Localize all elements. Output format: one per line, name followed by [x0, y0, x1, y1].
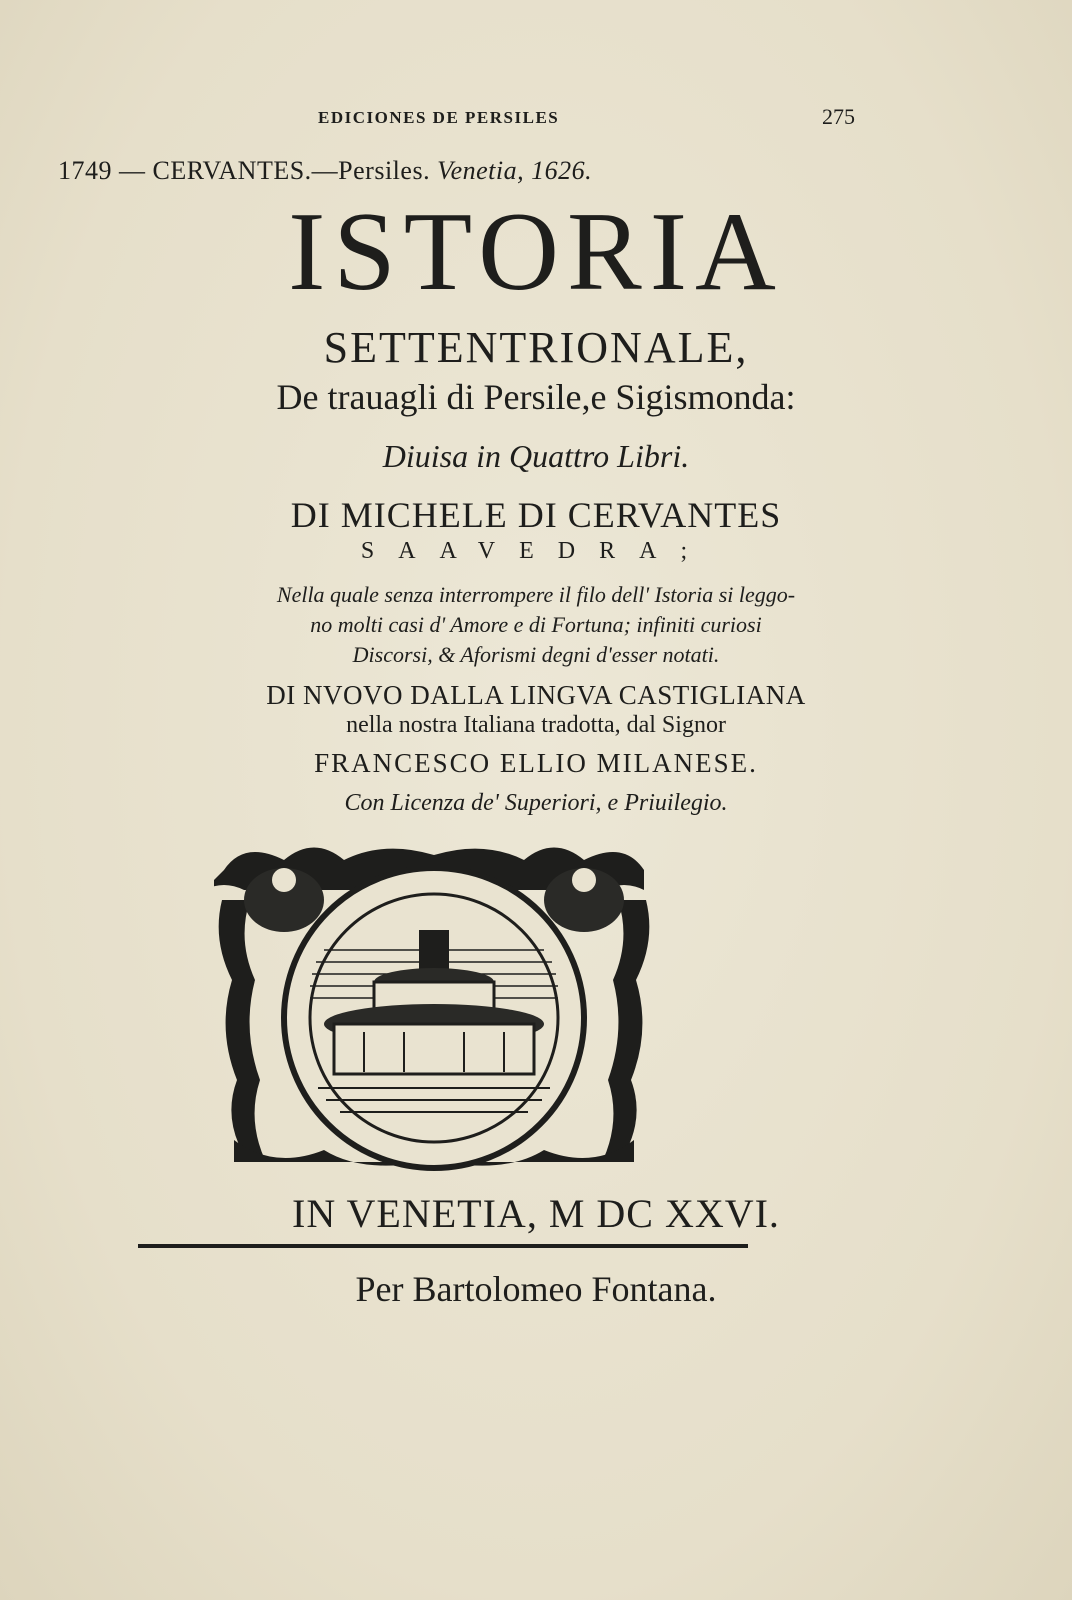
- title: ISTORIA: [288, 190, 784, 314]
- page-number: 275: [822, 104, 855, 129]
- description-line-3: Discorsi, & Aforismi degni d'esser notati.: [352, 642, 720, 667]
- entry-author: — CERVANTES.—Persiles.: [119, 156, 431, 185]
- subtitle: SETTENTRIONALE,: [323, 323, 749, 372]
- entry-number: 1749: [58, 156, 112, 185]
- licence-line: Con Licenza de' Superiori, e Priuilegio.: [344, 790, 728, 816]
- translator: FRANCESCO ELLIO MILANESE.: [314, 748, 758, 778]
- printer-line: Per Bartolomeo Fontana.: [355, 1269, 717, 1309]
- description-line-2: no molti casi d' Amore e di Fortuna; infiniti curiosi: [310, 612, 762, 637]
- running-head: EDICIONES DE PERSILES: [318, 108, 560, 127]
- translation-line-2: nella nostra Italiana tradotta, dal Signor: [346, 712, 726, 738]
- author-surname: SAAVEDRA;: [360, 538, 712, 564]
- subtitle-diuisa: Diuisa in Quattro Libri.: [382, 438, 690, 474]
- author-line: DI MICHELE DI CERVANTES: [290, 495, 782, 535]
- catalog-entry: [58, 156, 592, 186]
- description-line-1: Nella quale senza interrompere il filo dell' Istoria si leggo-: [276, 582, 796, 607]
- subtitle-de: De trauagli di Persile,e Sigismonda:: [276, 377, 796, 417]
- divider-rule: [138, 1244, 748, 1248]
- entry-place-date: Venetia, 1626.: [437, 156, 593, 185]
- translation-line-1: DI NVOVO DALLA LINGVA CASTIGLIANA: [266, 680, 806, 710]
- printer-emblem: [214, 840, 654, 1172]
- imprint-place-year: IN VENETIA, M DC XXVI.: [292, 1191, 780, 1236]
